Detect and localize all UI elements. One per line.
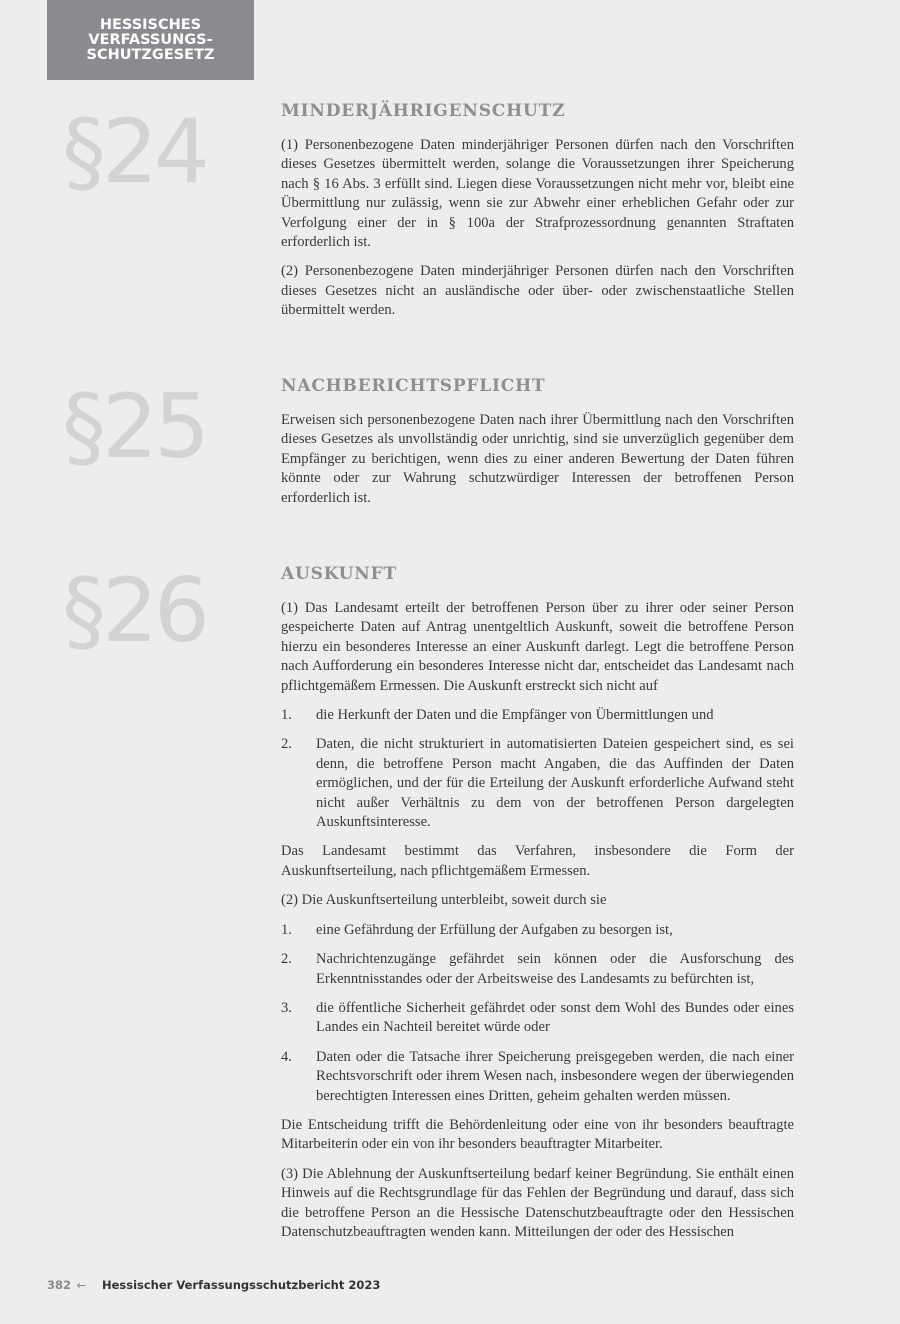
- paragraph: (2) Die Auskunftserteilung unterbleibt, soweit durch sie: [281, 892, 607, 909]
- section-number: §26: [62, 559, 206, 662]
- list-item-number: 4.: [281, 1048, 292, 1065]
- paragraph: (2) Personenbezogene Daten minderjähriger Personen dürfen nach den Vorschriften dieses Gesetzes nicht an ausländische oder über- oder zwischenstaatliche Stellen übermittelt werden.: [281, 263, 794, 319]
- paragraph: Erweisen sich personenbezogene Daten nach ihrer Übermittlung nach den Vorschriften dieses Gesetzes als unvollständig oder unrichtig, sind sie unverzüglich gegenüber dem Empfänger zu berichtigen, wenn dies zu einer anderen Bewertung der Daten führen könnte oder zur Wahrung schutzwürdiger Interessen der betroffenen Person erforderlich ist.: [281, 412, 794, 506]
- paragraph: Das Landesamt bestimmt das Verfahren, insbesondere die Form der Auskunftserteilung, nach pflichtgemäßem Ermessen.: [281, 843, 794, 879]
- list-item-number: 3.: [281, 999, 292, 1016]
- list-item: [281, 950, 794, 989]
- list-item-text: Daten oder die Tatsache ihrer Speicherung preisgegeben werden, die nach einer Rechtsvorschrift oder ihrem Wesen nach, insbesondere wegen der überwiegenden berechtigten Interessen eines Dritten, geheim gehalten werden müssen.: [316, 1048, 794, 1104]
- list-item-text: die Herkunft der Daten und die Empfänger von Übermittlungen und: [316, 707, 714, 724]
- section-number: §24: [62, 100, 206, 203]
- list-item-text: die öffentliche Sicherheit gefährdet oder sonst dem Wohl des Bundes oder eines Landes ein Nachteil bereitet würde oder: [316, 999, 794, 1036]
- list-item: [281, 921, 794, 940]
- section-title: MINDERJÄHRIGENSCHUTZ: [281, 101, 566, 121]
- section-title: NACHBERICHTSPFLICHT: [281, 376, 546, 396]
- list-item-number: 1.: [281, 921, 292, 938]
- section-content: [281, 375, 794, 518]
- list-item-number: 2.: [281, 736, 292, 753]
- law-title-line: VERFASSUNGS-: [88, 32, 213, 48]
- section-number: §25: [62, 375, 206, 478]
- list-item-number: 2.: [281, 951, 292, 968]
- list-item-text: Nachrichtenzugänge gefährdet sein können oder die Ausforschung des Erkenntnisstandes oder der Arbeitsweise des Landesamts zu befürchten ist,: [316, 951, 794, 987]
- list-item: [281, 706, 794, 725]
- list-item-text: Daten, die nicht strukturiert in automatisierten Dateien gespeichert sind, es sei denn, die betroffene Person macht Angaben, die das Auffinden der Daten ermöglichen, und der für die Erteilung der Auskunft erforderliche Aufwand steht nicht außer Verhältnis zu dem von der betroffenen Person dargelegten Auskunftsinteresse.: [316, 736, 794, 831]
- paragraph: (1) Das Landesamt erteilt der betroffenen Person über zu ihrer oder seiner Person gespeicherte Daten auf Antrag unentgeltlich Auskunft, soweit die betroffene Person hierzu ein besonderes Interesse an einer Auskunft darlegt. Legt die betroffene Person nach Aufforderung ein besonderes Interesse nicht dar, entscheidet das Landesamt nach pflichtgemäßem Ermessen. Die Auskunft erstreckt sich nicht auf: [281, 600, 794, 694]
- page-number: 382: [47, 1278, 72, 1292]
- section-content: [281, 563, 794, 1252]
- section-content: [281, 100, 794, 331]
- list-item: [281, 735, 794, 832]
- report-title: Hessischer Verfassungsschutzbericht 2023: [101, 1278, 381, 1292]
- list-item-text: eine Gefährdung der Erfüllung der Aufgaben zu besorgen ist,: [316, 921, 673, 938]
- list-item: [281, 1048, 794, 1106]
- page-footer: [47, 1278, 380, 1292]
- paragraph: (3) Die Ablehnung der Auskunftserteilung bedarf keiner Begründung. Sie enthält einen Hinweis auf die Rechtsgrundlage für das Fehlen der Begründung und darauf, dass sich die betroffene Person an die Hessische Datenschutzbeauftragte oder den Hessischen Datenschutzbeauftragten wenden kann. Mitteilungen der oder des Hessischen: [281, 1165, 794, 1240]
- list-item: [281, 999, 794, 1038]
- back-arrow-icon[interactable]: ←: [76, 1278, 87, 1292]
- law-title-line: SCHUTZGESETZ: [86, 47, 215, 63]
- paragraph: Die Entscheidung trifft die Behördenleitung oder eine von ihr besonders beauftragte Mitarbeiterin oder ein von ihr besonders beauftragter Mitarbeiter.: [281, 1116, 794, 1153]
- law-title-line: HESSISCHES: [99, 17, 202, 33]
- law-title-tab: [47, 0, 254, 80]
- paragraph: (1) Personenbezogene Daten minderjähriger Personen dürfen nach den Vorschriften dieses Gesetzes übermittelt werden, solange die Voraussetzungen ihrer Speicherung nach § 16 Abs. 3 erfüllt sind. Liegen diese Voraussetzungen nicht mehr vor, bleibt eine Übermittlung nur zulässig, wenn sie zur Abwehr einer erheblichen Gefahr oder zur Verfolgung einer der in § 100a der Strafprozessordnung genannten Straftaten erforderlich ist.: [281, 137, 794, 251]
- section-title: AUSKUNFT: [281, 564, 397, 584]
- list-item-number: 1.: [281, 707, 292, 724]
